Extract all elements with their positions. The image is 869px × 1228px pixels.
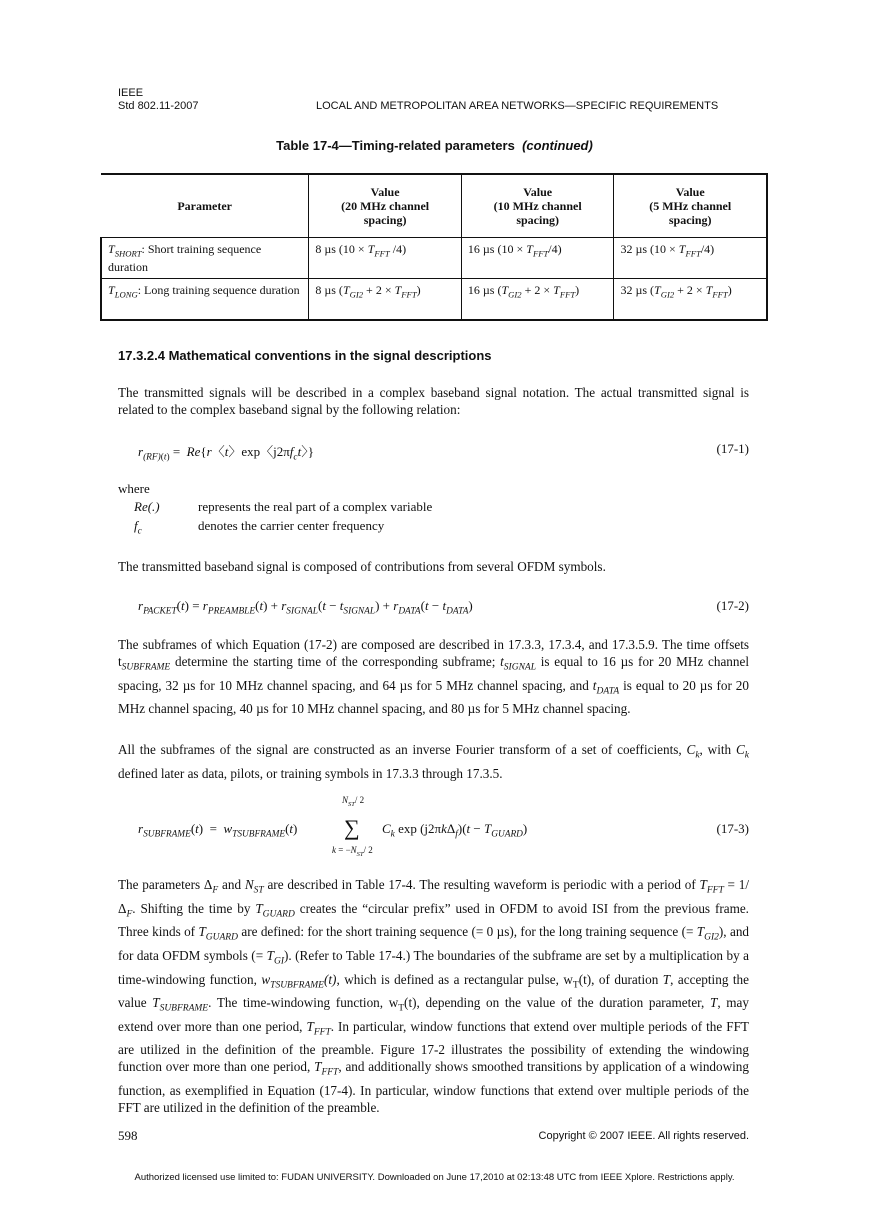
definition-fc: $f_c$ denotes the carrier center frequency	[134, 518, 385, 537]
table-caption: Table 17-4—Timing-related parameters (continued)	[276, 138, 593, 153]
equation-17-3: $N_{ST}/$ 2 $r_{SUBFRAME}(t) = w_{TSUBFRAME}(t)$ ∑ $C_k$ $\exp (j2\pi k\Delta_f)(t - T_{GUARD})$ $k = -N_{ST}/$ 2 (17-3)	[138, 795, 749, 858]
page-number: 598	[118, 1128, 138, 1143]
table-header-row	[101, 174, 767, 238]
header-std: Std 802.11-2007	[118, 100, 199, 112]
section-heading: 17.3.2.4 Mathematical conventions in the signal descriptions	[118, 348, 492, 363]
header-org: IEEE	[118, 87, 144, 99]
equation-17-1: $r_{(RF)(t)} = Re\{r$〈t〉exp〈$j2\pi f_ct$〉} (17-1)	[138, 441, 749, 463]
paragraph-2: The transmitted baseband signal is composed of contributions from several OFDM symbols.	[118, 559, 606, 574]
header-title: LOCAL AND METROPOLITAN AREA NETWORKS—SPECIFIC REQUIREMENTS	[316, 100, 719, 112]
col-20mhz: Value (20 MHz channel spacing)	[309, 174, 462, 238]
col-parameter: Parameter	[101, 174, 309, 238]
value-cell: 8 µs $(T_{GI2} + 2 \times T_{FFT})$	[309, 279, 462, 321]
paragraph-1: The transmitted signals will be described in a complex baseband signal notation. The actual transmitted signal is related to the complex baseband signal by the following relation:	[118, 385, 749, 417]
value-cell: 16 µs $(10 \times T_{FFT}/4)$	[461, 238, 614, 279]
paragraph-4: All the subframes of the signal are constructed as an inverse Fourier transform of a set of coefficients, $C_k$, with $C_k$ defined later as data, pilots, or training symbols in 17.3.3 through 17.3.5.	[118, 742, 749, 781]
paragraph-3: The subframes of which Equation (17-2) are composed are described in 17.3.3, 17.3.4, and 17.3.5.9. The time offsets $t_{SUBFRAME}$ determine the starting time of the corresponding subframe; $t_{SIGNAL}$ is equal to 16 µs for 20 MHz channel spacing, 32 µs for 10 MHz channel spacing, and 64 µs for 5 MHz channel spacing, and $t_{DATA}$ is equal to 20 µs for 20 MHz channel spacing, 40 µs for 10 MHz channel spacing, and 80 µs for 5 MHz channel spacing.	[118, 637, 749, 717]
license-notice: Authorized licensed use limited to: FUDAN UNIVERSITY. Downloaded on June 17,2010 at 02:13:48 UTC from IEEE Xplore. Restrictions apply.	[134, 1172, 735, 1183]
col-5mhz: Value (5 MHz channel spacing)	[614, 174, 767, 238]
table-row	[101, 238, 767, 279]
value-cell: 32 µs $(T_{GI2} + 2 \times T_{FFT})$	[614, 279, 767, 321]
value-cell: 32 µs $(10 \times T_{FFT}/4)$	[614, 238, 767, 279]
value-cell: 16 µs $(T_{GI2} + 2 \times T_{FFT})$	[461, 279, 614, 321]
copyright: Copyright © 2007 IEEE. All rights reserved.	[538, 1130, 749, 1142]
param-cell: $T_{LONG}$: Long training sequence duration	[101, 279, 309, 321]
table-row	[101, 279, 767, 321]
paragraph-5: The parameters $\Delta_F$ and $N_{ST}$ are described in Table 17-4. The resulting waveform is periodic with a period of $T_{FFT} = 1/\Delta_F$. Shifting the time by $T_{GUARD}$ creates the “circular prefix” used in OFDM to avoid ISI from the previous frame. Three kinds of $T_{GUARD}$ are defined: for the short training sequence (= 0 µs), for the long training sequence (= $T_{GI2}$), and for data OFDM symbols (= $T_{GI}$). (Refer to Table 17-4.) The boundaries of the subframe are set by a multiplication by a time-windowing function, $w_{TSUBFRAME}(t)$, which is defined as a rectangular pulse, $w_T(t)$, of duration T, accepting the value $T_{SUBFRAME}$. The time-windowing function, $w_T(t)$, depending on the value of the duration parameter, T, may extend over more than one period, $T_{FFT}$. In particular, window functions that extend over multiple periods of the FFT are utilized in the definition of the preamble. Figure 17-2 illustrates the possibility of extending the windowing function over more than one period, $T_{FFT}$, and additionally shows smoothed transitions by application of a windowing function, as exemplified in Equation (17-4). In particular, window functions that extend over multiple periods of the FFT are utilized in the definition of the preamble.	[118, 877, 750, 1116]
where-label: where	[118, 481, 150, 496]
col-10mhz: Value (10 MHz channel spacing)	[461, 174, 614, 238]
param-cell: $T_{SHORT}$: Short training sequence duration	[101, 238, 309, 279]
timing-table	[100, 173, 768, 321]
definition-re: Re(.) represents the real part of a complex variable	[134, 499, 433, 514]
equation-17-2: $r_{PACKET}(t) = r_{PREAMBLE}(t) + r_{SIGNAL}(t - t_{SIGNAL}) + r_{DATA}(t - t_{DATA})$ (17-2)	[138, 598, 749, 617]
value-cell: 8 µs ($10 \times T_{FFT}$ /4)	[309, 238, 462, 279]
